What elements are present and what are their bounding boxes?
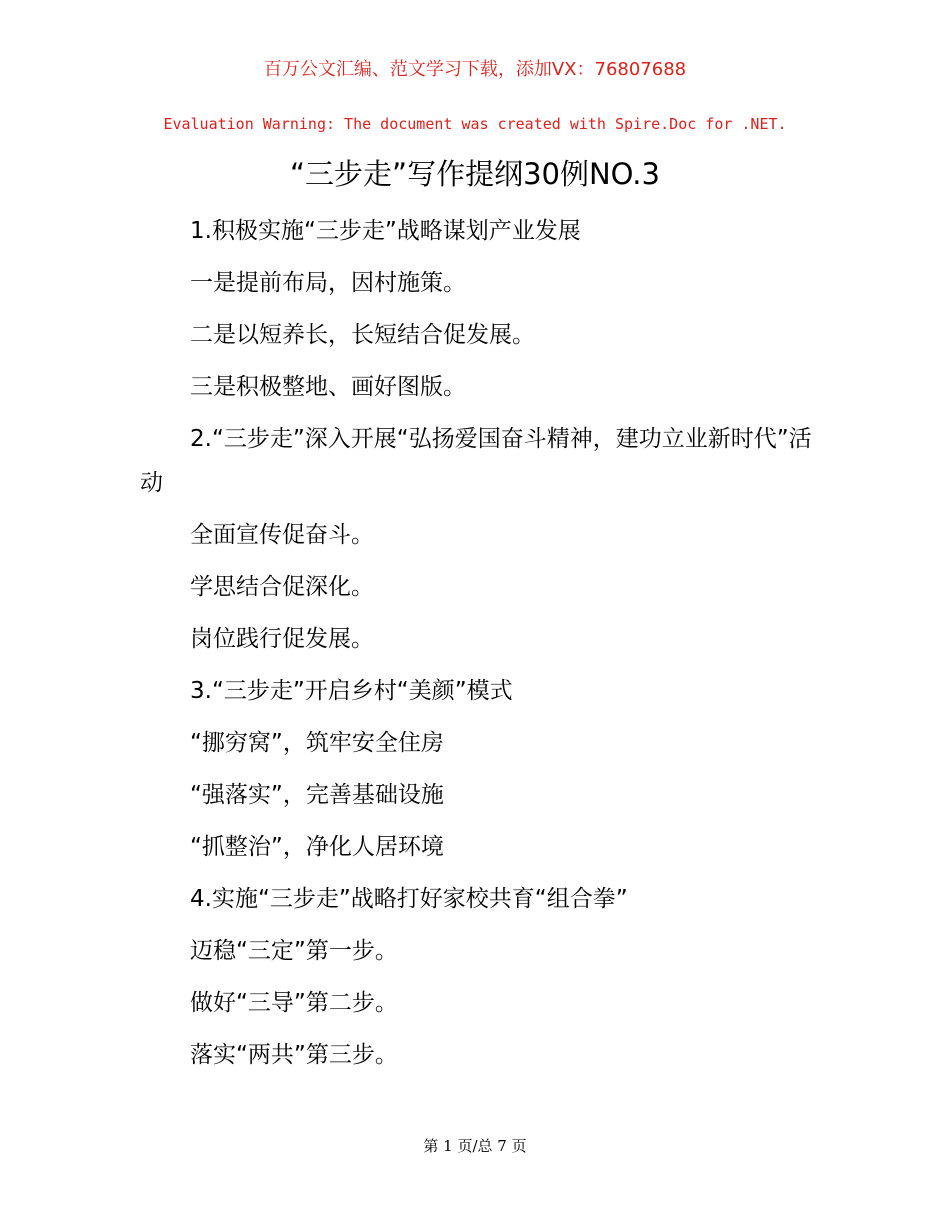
heading-1: 1.积极实施“三步走”战略谋划产业发展 [190,218,581,244]
heading-3: 3.“三步走”开启乡村“美颜”模式 [190,678,513,704]
list-item: 落实“两共”第三步。 [190,1042,398,1068]
list-item: 学思结合促深化。 [190,574,374,600]
list-item: 岗位践行促发展。 [190,626,374,652]
list-item: 全面宣传促奋斗。 [190,522,374,548]
list-item: “强落实”，完善基础设施 [190,782,444,808]
list-item: 三是积极整地、画好图版。 [190,374,466,400]
list-item: 一是提前布局，因村施策。 [190,270,466,296]
page-footer: 第 1 页/总 7 页 [423,1137,527,1155]
heading-2: 2.“三步走”深入开展“弘扬爱国奋斗精神，建功立业新时代”活动 [140,426,812,496]
list-item: “挪穷窝”，筑牢安全住房 [190,730,444,756]
document-title: “三步走”写作提纲30例NO.3 [290,157,660,191]
list-item: 二是以短养长，长短结合促发展。 [190,322,535,348]
header-banner: 百万公文汇编、范文学习下载，添加VX：76807688 [263,59,687,80]
document-body [140,205,820,1081]
heading-4: 4.实施“三步走”战略打好家校共育“组合拳” [190,886,628,912]
list-item: 做好“三导”第二步。 [190,990,398,1016]
list-item: “抓整治”，净化人居环境 [190,834,444,860]
list-item: 迈稳“三定”第一步。 [190,938,398,964]
evaluation-warning: Evaluation Warning: The document was created with Spire.Doc for .NET. [163,115,787,133]
